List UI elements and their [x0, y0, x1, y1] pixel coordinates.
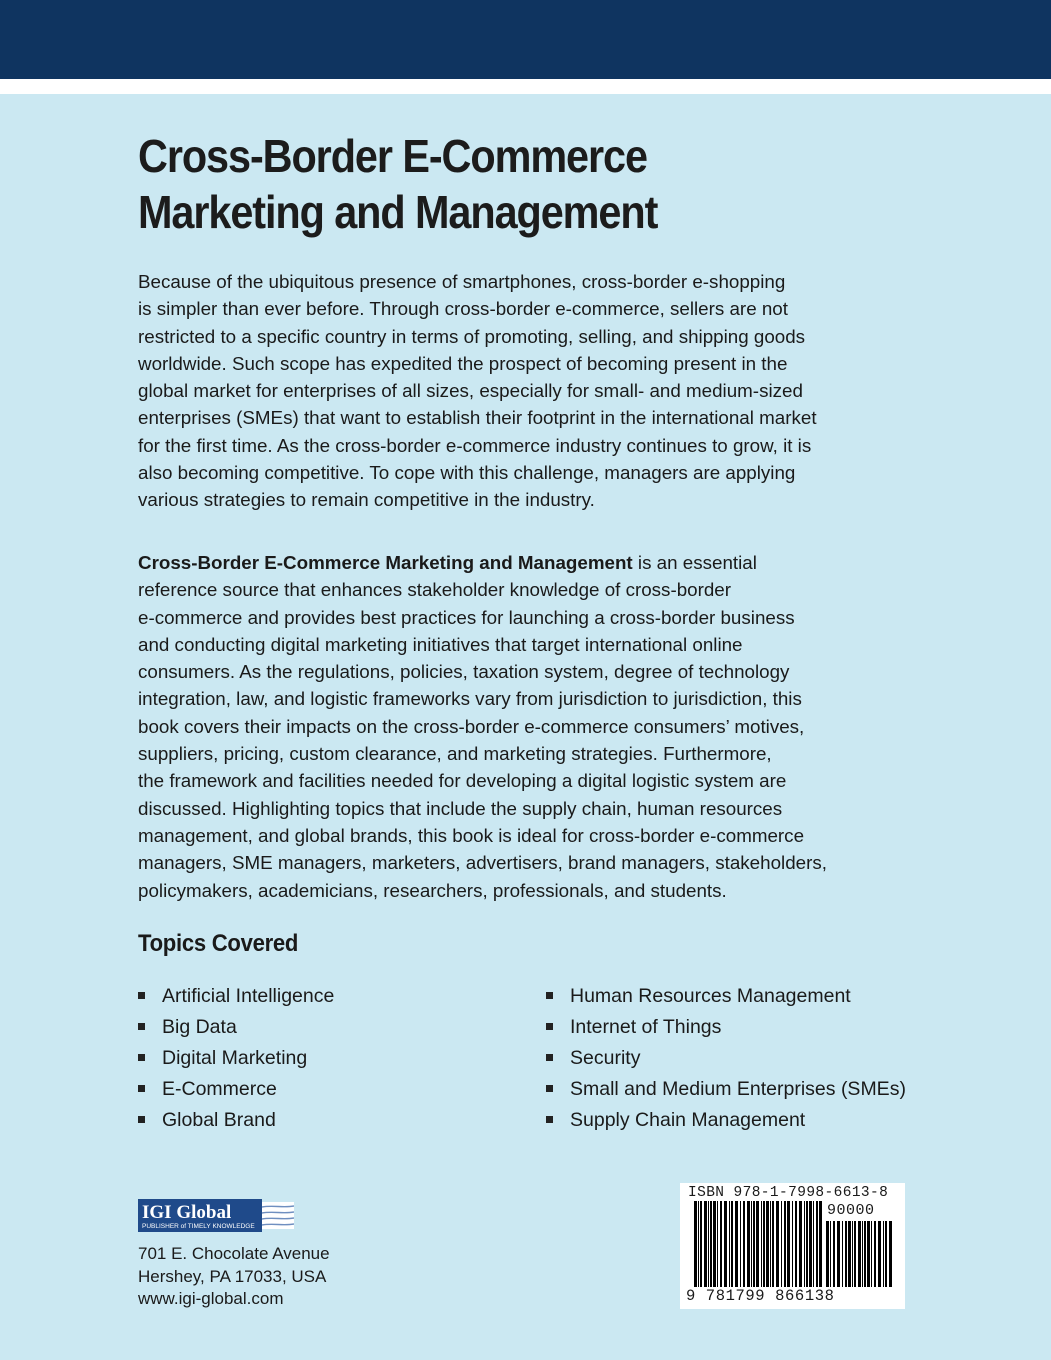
barcode-bar — [845, 1221, 847, 1287]
barcode-bar — [781, 1201, 782, 1287]
price-code: 90000 — [827, 1202, 875, 1219]
barcode-bar — [858, 1221, 861, 1287]
square-bullet-icon — [546, 1023, 553, 1030]
barcode-bar — [698, 1201, 699, 1287]
white-divider-strip — [0, 79, 1051, 94]
barcode-bar — [735, 1201, 738, 1287]
barcode-bar — [731, 1201, 733, 1287]
barcode-bar — [806, 1201, 808, 1287]
barcode-bar — [871, 1221, 872, 1287]
topic-label: Digital Marketing — [162, 1047, 308, 1069]
barcode-bar — [710, 1201, 712, 1287]
barcode-bar — [889, 1221, 892, 1287]
barcode-bar — [799, 1201, 802, 1287]
text-line: the framework and facilities needed for developing a digital logistic system are — [138, 770, 787, 792]
barcode-bar — [713, 1201, 716, 1287]
barcode-bar — [816, 1201, 818, 1287]
top-color-band — [0, 0, 1051, 79]
barcode-bar — [708, 1201, 709, 1287]
barcode-bar — [854, 1221, 856, 1287]
text-fragment: is an essential — [632, 552, 757, 573]
topic-item — [546, 1014, 906, 1045]
barcode-bar — [792, 1201, 793, 1287]
barcode-bar — [842, 1221, 843, 1287]
barcode-bar — [763, 1201, 765, 1287]
barcode-bar — [852, 1221, 853, 1287]
text-line: reference source that enhances stakeholder knowledge of cross-border — [138, 579, 731, 601]
barcode-bar — [862, 1221, 863, 1287]
text-line: management, and global brands, this book is ideal for cross-border e-commerce — [138, 824, 805, 846]
barcode-bar — [761, 1201, 762, 1287]
barcode-bar — [885, 1221, 887, 1287]
barcode-bar — [694, 1201, 697, 1287]
barcode-bar — [809, 1201, 812, 1287]
title-line-2: Marketing and Management — [138, 186, 658, 238]
text-line: and conducting digital marketing initiatives that target international online — [138, 633, 743, 655]
text-line: worldwide. Such scope has expedited the prospect of becoming present in the — [138, 352, 788, 374]
title-line-1: Cross-Border E-Commerce — [138, 130, 647, 182]
square-bullet-icon — [138, 1116, 145, 1123]
text-line: enterprises (SMEs) that want to establish their footprint in the international market — [138, 407, 817, 429]
topic-item — [138, 1045, 334, 1076]
text-line: discussed. Highlighting topics that include the supply chain, human resources — [138, 797, 783, 819]
barcode-bar — [864, 1221, 866, 1287]
topic-label: Global Brand — [162, 1109, 276, 1131]
barcode-bar — [883, 1221, 884, 1287]
square-bullet-icon — [546, 992, 553, 999]
topic-label: Big Data — [162, 1016, 237, 1038]
barcode-bar — [878, 1221, 881, 1287]
barcode-bar — [784, 1201, 786, 1287]
barcode-bar — [756, 1201, 759, 1287]
barcode-bar — [704, 1201, 707, 1287]
barcode-bar — [700, 1201, 702, 1287]
topics-list-right — [546, 983, 906, 1138]
publisher-website: www.igi-global.com — [138, 1289, 284, 1308]
text-line: consumers. As the regulations, policies, taxation system, degree of technology — [138, 661, 790, 683]
topic-item — [138, 1076, 334, 1107]
topics-heading: Topics Covered — [138, 930, 299, 957]
topic-label: Artificial Intelligence — [162, 985, 335, 1007]
text-line: for the first time. As the cross-border e-commerce industry continues to grow, it is — [138, 434, 812, 456]
topic-label: E-Commerce — [162, 1078, 277, 1100]
address-line: Hershey, PA 17033, USA — [138, 1266, 327, 1286]
topic-item — [546, 1076, 906, 1107]
barcode-bar — [740, 1201, 741, 1287]
topic-label: Human Resources Management — [570, 985, 851, 1007]
square-bullet-icon — [546, 1054, 553, 1061]
barcode-bar — [720, 1201, 722, 1287]
barcode-bar — [795, 1201, 797, 1287]
topic-label: Supply Chain Management — [570, 1109, 806, 1131]
topic-item — [138, 1014, 334, 1045]
barcode-bar — [751, 1201, 752, 1287]
topic-label: Small and Medium Enterprises (SMEs) — [570, 1078, 906, 1100]
description-paragraph-2 — [138, 549, 928, 904]
text-line: book covers their impacts on the cross-border e-commerce consumers’ motives, — [138, 715, 805, 737]
text-line: various strategies to remain competitive in the industry. — [138, 489, 595, 511]
barcode-bar — [724, 1201, 727, 1287]
text-line: policymakers, academicians, researchers, professionals, and students. — [138, 879, 727, 901]
barcode-bar — [787, 1201, 790, 1287]
barcode-bar — [848, 1221, 851, 1287]
barcode-bars-main — [694, 1201, 822, 1287]
topic-item — [138, 1107, 334, 1138]
square-bullet-icon — [138, 1085, 145, 1092]
text-line: also becoming competitive. To cope with this challenge, managers are applying — [138, 462, 796, 484]
text-line: e-commerce and provides best practices for launching a cross-border business — [138, 606, 795, 628]
square-bullet-icon — [138, 1054, 145, 1061]
barcode-bar — [776, 1201, 779, 1287]
barcode-bar — [830, 1221, 831, 1287]
topic-item — [138, 983, 334, 1014]
barcode-bar — [766, 1201, 769, 1287]
barcode-bar — [867, 1221, 870, 1287]
description-paragraph-1 — [138, 268, 928, 514]
text-line — [138, 549, 928, 576]
book-title-bold: Cross-Border E-Commerce Marketing and Management — [138, 552, 633, 573]
text-line: suppliers, pricing, custom clearance, and marketing strategies. Furthermore, — [138, 743, 772, 765]
square-bullet-icon — [138, 992, 145, 999]
address-line: 701 E. Chocolate Avenue — [138, 1244, 330, 1263]
book-title — [138, 128, 876, 240]
topic-label: Internet of Things — [570, 1016, 722, 1038]
isbn-label: ISBN 978-1-7998-6613-8 — [688, 1185, 889, 1201]
barcode-bar — [826, 1221, 829, 1287]
barcode-bar — [772, 1201, 774, 1287]
barcode-bar — [833, 1221, 835, 1287]
barcode-bar — [819, 1201, 822, 1287]
text-line: restricted to a specific country in terms of promoting, selling, and shipping goods — [138, 325, 806, 347]
logo-name: IGI Global — [142, 1202, 232, 1223]
barcode-bar — [717, 1201, 718, 1287]
barcode-bars-addon — [826, 1221, 896, 1287]
text-line: managers, SME managers, marketers, advertisers, brand managers, stakeholders, — [138, 852, 827, 874]
topic-label: Security — [570, 1047, 641, 1069]
topic-item — [546, 983, 906, 1014]
barcode-bar — [837, 1221, 840, 1287]
barcode-digits: 9 781799 866138 — [686, 1287, 835, 1305]
isbn-barcode — [680, 1183, 905, 1309]
topics-list-left — [138, 983, 334, 1138]
barcode-bar — [804, 1201, 805, 1287]
barcode-bar — [753, 1201, 755, 1287]
square-bullet-icon — [138, 1023, 145, 1030]
barcode-bar — [874, 1221, 876, 1287]
barcode-bar — [743, 1201, 745, 1287]
topic-item — [546, 1045, 906, 1076]
square-bullet-icon — [546, 1116, 553, 1123]
publisher-address — [138, 1243, 330, 1311]
igi-global-logo — [138, 1199, 294, 1232]
barcode-bar — [729, 1201, 730, 1287]
square-bullet-icon — [546, 1085, 553, 1092]
text-line: is simpler than ever before. Through cross-border e-commerce, sellers are not — [138, 298, 788, 320]
text-line: global market for enterprises of all sizes, especially for small- and medium-sized — [138, 380, 803, 402]
logo-tagline: PUBLISHER of TIMELY KNOWLEDGE — [142, 1223, 255, 1230]
barcode-bar — [770, 1201, 771, 1287]
barcode-bar — [813, 1201, 814, 1287]
text-line: Because of the ubiquitous presence of smartphones, cross-border e-shopping — [138, 271, 786, 292]
topic-item — [546, 1107, 906, 1138]
barcode-bar — [747, 1201, 750, 1287]
text-line: integration, law, and logistic frameworks vary from jurisdiction to jurisdiction, this — [138, 688, 802, 710]
